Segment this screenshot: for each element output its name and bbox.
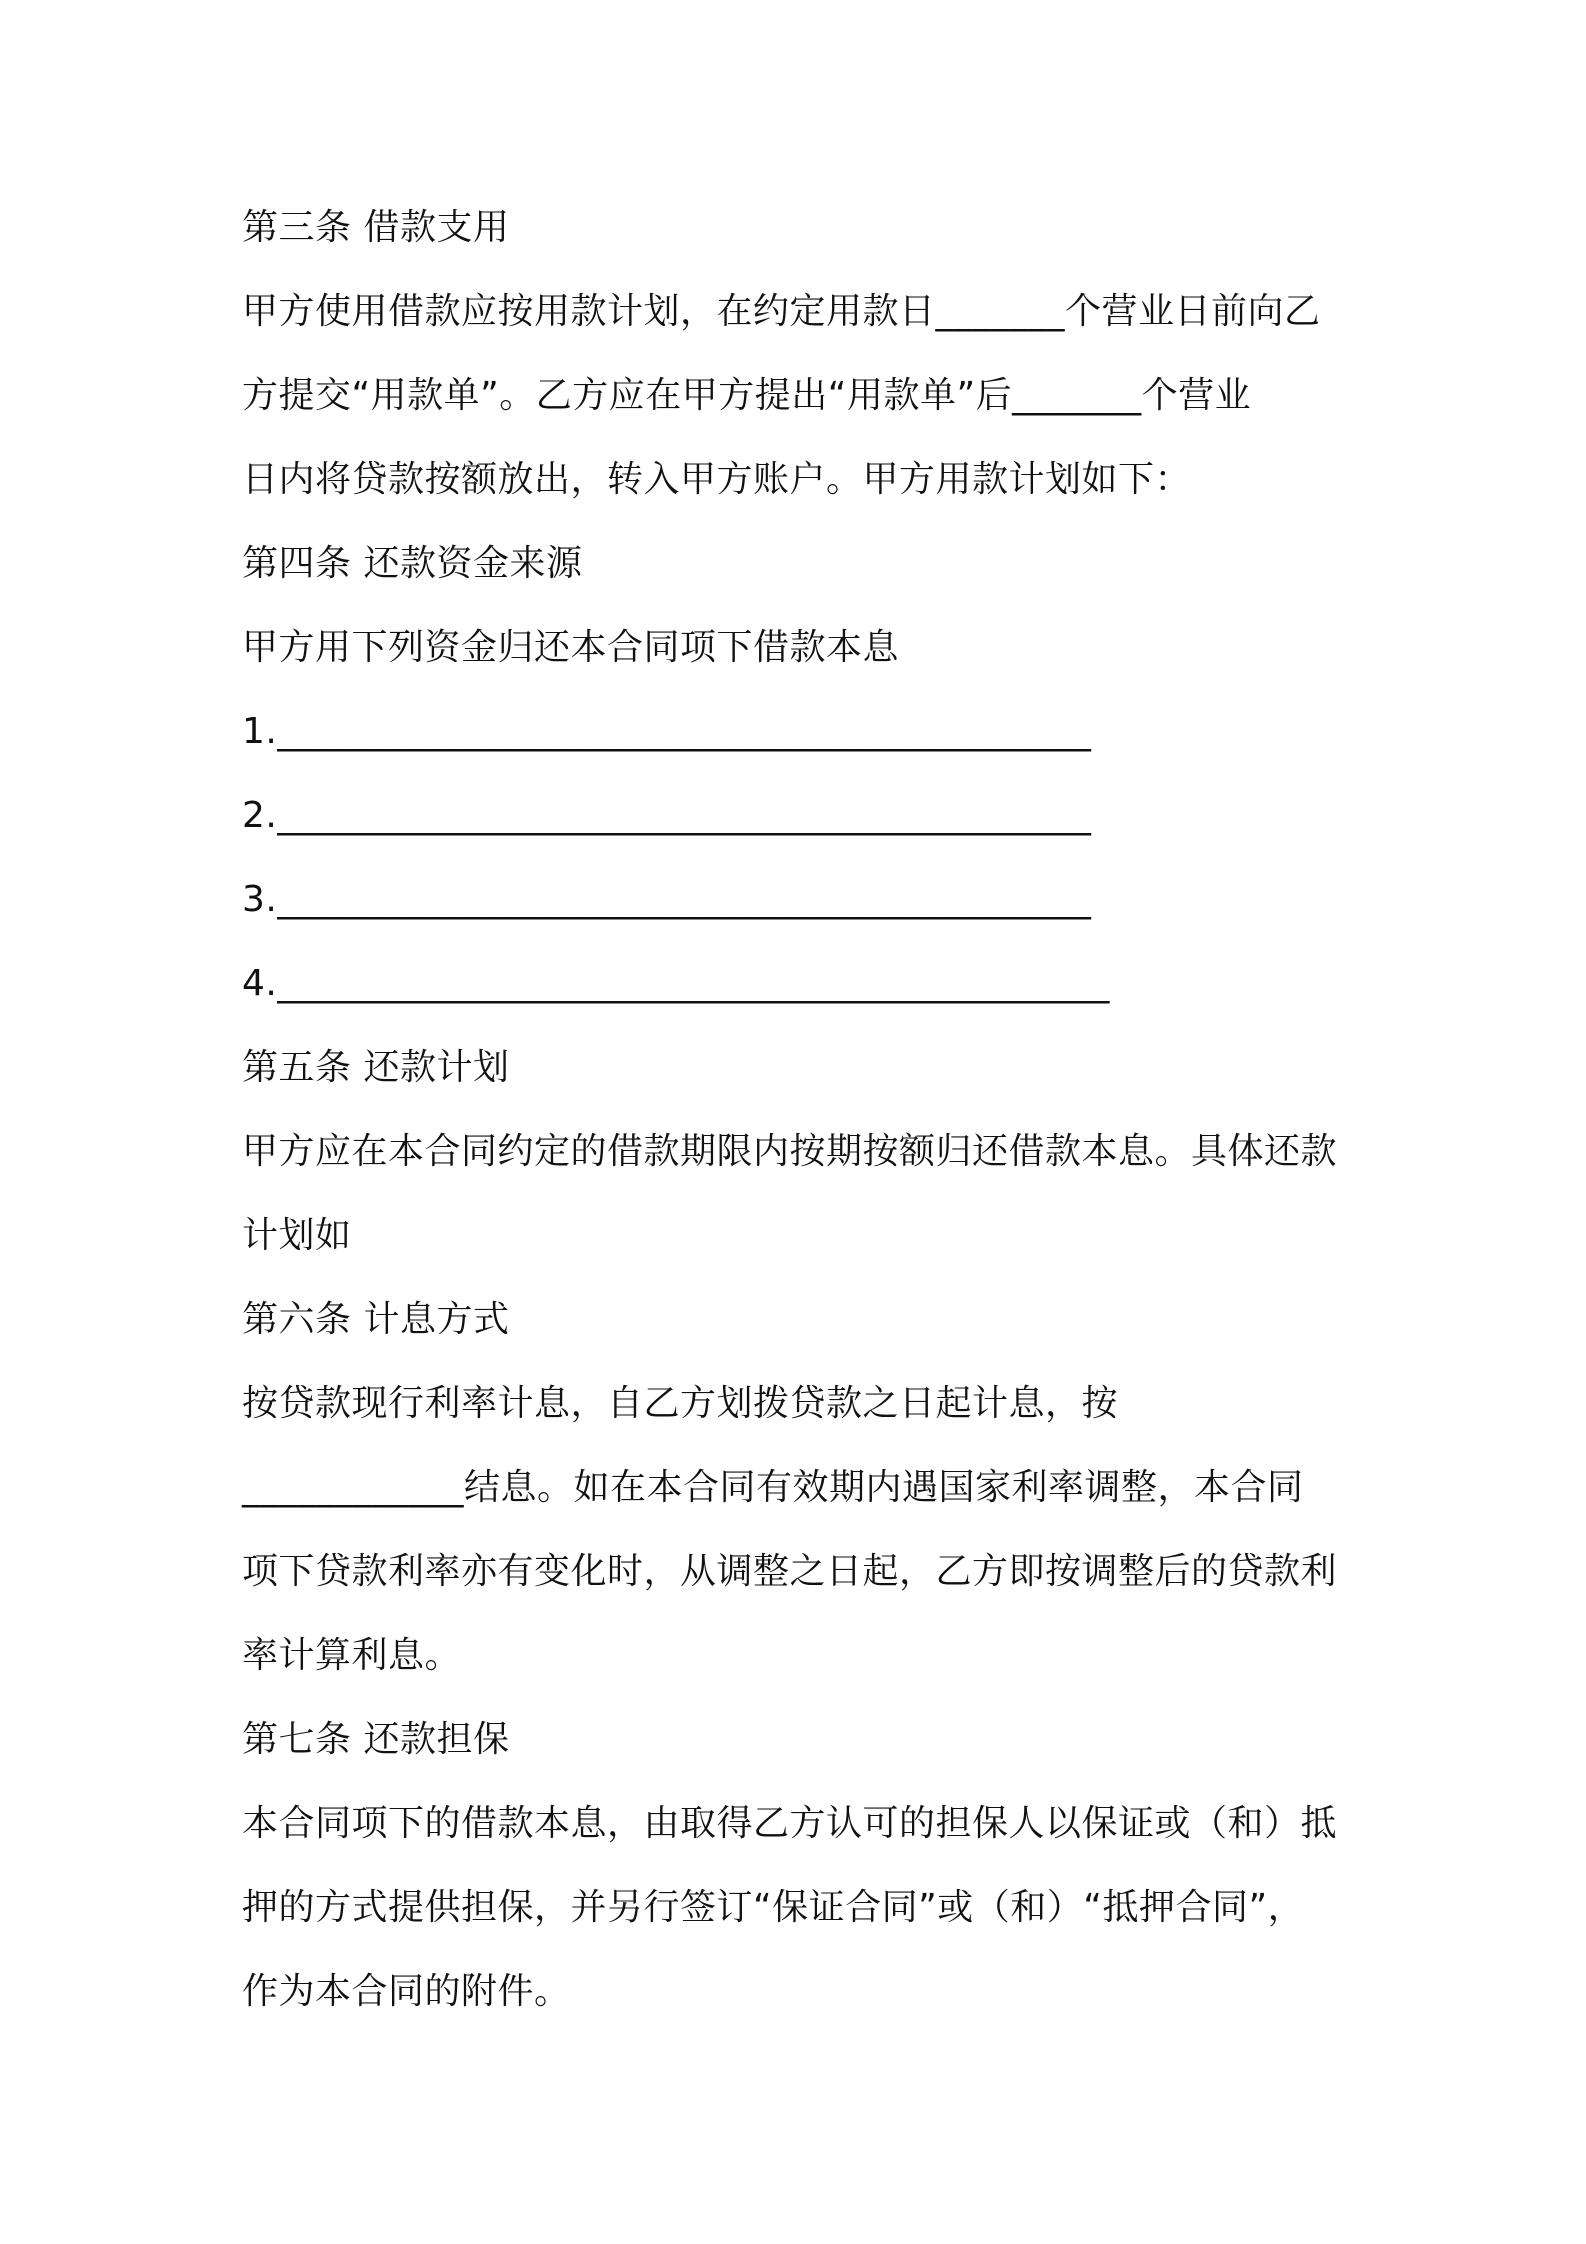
funding-source-item-4: 4._____________________________________________ [242,963,1110,1004]
article-4-heading: 第四条 还款资金来源 [242,543,583,584]
article-7-text-line-1: 本合同项下的借款本息，由取得乙方认可的担保人以保证或（和）抵 [242,1803,1338,1844]
article-6-text-line-3: 项下贷款利率亦有变化时，从调整之日起，乙方即按调整后的贷款利 [242,1551,1338,1592]
article-7-heading: 第七条 还款担保 [242,1719,510,1760]
article-5-text-line-1: 甲方应在本合同约定的借款期限内按期按额归还借款本息。具体还款 [242,1131,1338,1172]
article-3-text-line-3: 日内将贷款按额放出，转入甲方账户。甲方用款计划如下： [242,459,1192,500]
article-5-heading: 第五条 还款计划 [242,1047,510,1088]
article-3-heading: 第三条 借款支用 [242,207,510,248]
article-4-text: 甲方用下列资金归还本合同项下借款本息 [242,627,900,668]
article-7-text-line-2: 押的方式提供担保，并另行签订“保证合同”或（和）“抵押合同”， [242,1887,1305,1928]
article-6-text-line-1: 按贷款现行利率计息，自乙方划拨贷款之日起计息，按 [242,1383,1119,1424]
article-5-text-line-2: 计划如 [242,1215,352,1256]
article-3-text-line-1: 甲方使用借款应按用款计划，在约定用款日_______个营业日前向乙 [242,291,1321,332]
article-6-text-line-2: ____________结息。如在本合同有效期内遇国家利率调整，本合同 [242,1467,1304,1508]
article-6-heading: 第六条 计息方式 [242,1299,510,1340]
article-3-text-line-2: 方提交“用款单”。乙方应在甲方提出“用款单”后_______个营业 [242,375,1252,416]
funding-source-item-3: 3.____________________________________________ [242,879,1092,920]
funding-source-item-1: 1.____________________________________________ [242,711,1092,752]
article-6-text-line-4: 率计算利息。 [242,1635,462,1676]
article-7-text-line-3: 作为本合同的附件。 [242,1971,571,2012]
funding-source-item-2: 2.____________________________________________ [242,795,1092,836]
